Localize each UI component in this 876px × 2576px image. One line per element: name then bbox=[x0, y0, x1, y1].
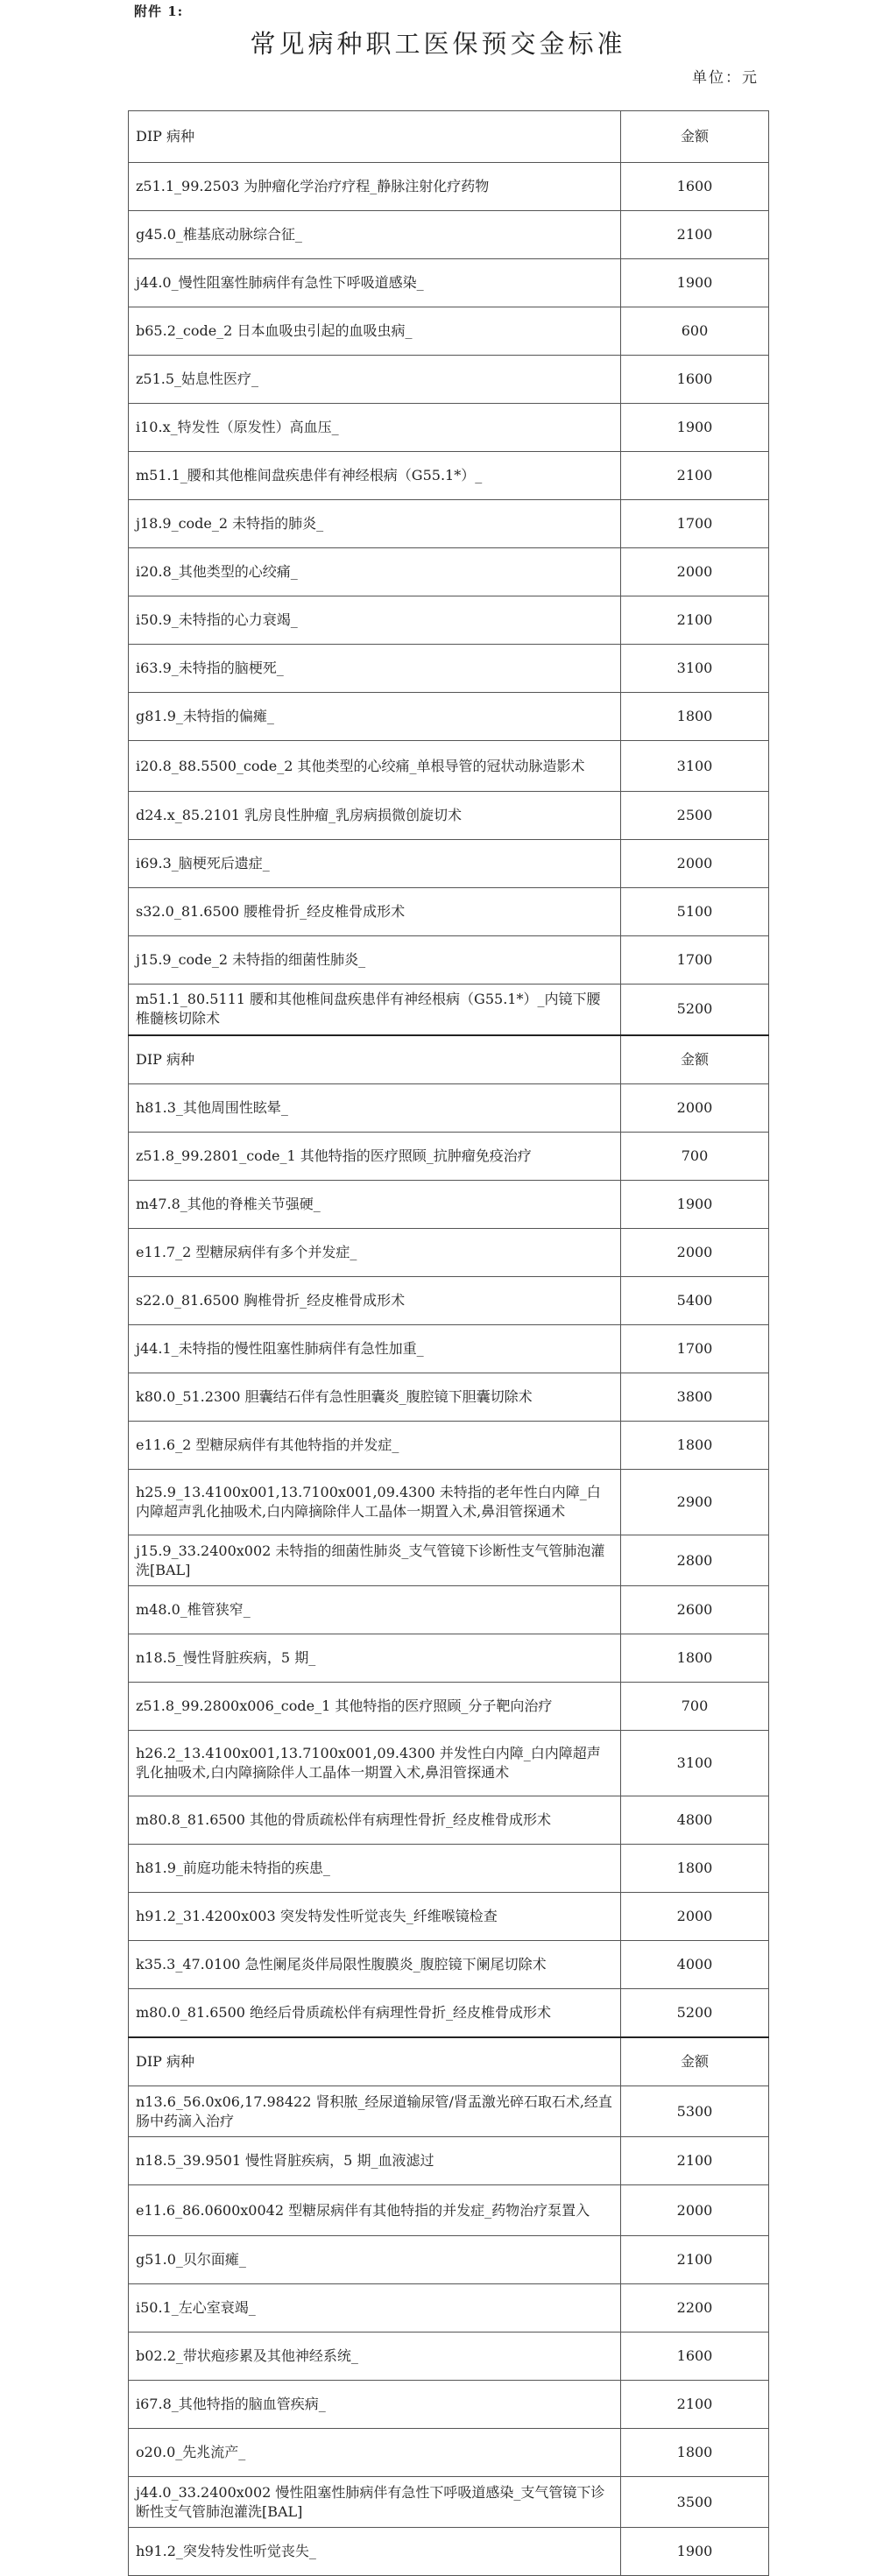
table-row bbox=[129, 1989, 769, 2037]
amount-cell: 5200 bbox=[621, 985, 769, 1035]
table-row bbox=[129, 936, 769, 985]
disease-name-cell: n13.6_56.0x06,17.98422 肾积脓_经尿道输尿管/肾盂激光碎石取石术,经直肠中药滴入治疗 bbox=[129, 2086, 621, 2137]
disease-name-cell: h26.2_13.4100x001,13.7100x001,09.4300 并发性白内障_白内障超声乳化抽吸术,白内障摘除伴人工晶体一期置入术,鼻泪管探通术 bbox=[129, 1731, 621, 1796]
amount-cell: 2200 bbox=[621, 2284, 769, 2333]
amount-cell: 5100 bbox=[621, 888, 769, 936]
disease-name-cell: k80.0_51.2300 胆囊结石伴有急性胆囊炎_腹腔镜下胆囊切除术 bbox=[129, 1373, 621, 1422]
column-header-disease: DIP 病种 bbox=[129, 1035, 621, 1084]
disease-name-cell: h25.9_13.4100x001,13.7100x001,09.4300 未特指的老年性白内障_白内障超声乳化抽吸术,白内障摘除伴人工晶体一期置入术,鼻泪管探通术 bbox=[129, 1470, 621, 1535]
disease-name-cell: i20.8_88.5500_code_2 其他类型的心绞痛_单根导管的冠状动脉造影术 bbox=[129, 741, 621, 792]
amount-cell: 1800 bbox=[621, 1845, 769, 1893]
table-header-row bbox=[129, 1035, 769, 1084]
table-row bbox=[129, 211, 769, 259]
amount-cell: 3500 bbox=[621, 2477, 769, 2528]
table-row bbox=[129, 2381, 769, 2429]
table-row bbox=[129, 1683, 769, 1731]
amount-cell: 2800 bbox=[621, 1535, 769, 1586]
amount-cell: 2000 bbox=[621, 1893, 769, 1941]
disease-name-cell: j15.9_code_2 未特指的细菌性肺炎_ bbox=[129, 936, 621, 985]
disease-name-cell: m51.1_80.5111 腰和其他椎间盘疾患伴有神经根病（G55.1*）_内镜下腰椎髓核切除术 bbox=[129, 985, 621, 1035]
column-header-disease: DIP 病种 bbox=[129, 111, 621, 163]
table-row bbox=[129, 548, 769, 596]
disease-name-cell: h81.9_前庭功能未特指的疾患_ bbox=[129, 1845, 621, 1893]
table-row bbox=[129, 1845, 769, 1893]
column-header-amount: 金额 bbox=[621, 1035, 769, 1084]
disease-name-cell: j44.0_33.2400x002 慢性阻塞性肺病伴有急性下呼吸道感染_支气管镜下诊断性支气管肺泡灌洗[BAL] bbox=[129, 2477, 621, 2528]
table-row bbox=[129, 2137, 769, 2185]
attachment-label: 附件 1: bbox=[134, 4, 184, 19]
disease-name-cell: z51.1_99.2503 为肿瘤化学治疗疗程_静脉注射化疗药物 bbox=[129, 163, 621, 211]
disease-name-cell: j18.9_code_2 未特指的肺炎_ bbox=[129, 500, 621, 548]
table-row bbox=[129, 259, 769, 307]
table-row bbox=[129, 792, 769, 840]
amount-cell: 1700 bbox=[621, 936, 769, 985]
table-body bbox=[129, 111, 769, 2576]
disease-name-cell: g51.0_贝尔面瘫_ bbox=[129, 2236, 621, 2284]
fee-standard-table bbox=[128, 110, 769, 2576]
table-row bbox=[129, 356, 769, 404]
table-row bbox=[129, 1796, 769, 1845]
amount-cell: 4000 bbox=[621, 1941, 769, 1989]
table-row bbox=[129, 1181, 769, 1229]
disease-name-cell: h91.2_31.4200x003 突发特发性听觉丧失_纤维喉镜检查 bbox=[129, 1893, 621, 1941]
disease-name-cell: z51.8_99.2800x006_code_1 其他特指的医疗照顾_分子靶向治疗 bbox=[129, 1683, 621, 1731]
amount-cell: 700 bbox=[621, 1683, 769, 1731]
amount-cell: 700 bbox=[621, 1133, 769, 1181]
table-row bbox=[129, 1422, 769, 1470]
disease-name-cell: n18.5_慢性肾脏疾病，5 期_ bbox=[129, 1634, 621, 1683]
table-row bbox=[129, 1373, 769, 1422]
amount-cell: 2000 bbox=[621, 548, 769, 596]
disease-name-cell: s32.0_81.6500 腰椎骨折_经皮椎骨成形术 bbox=[129, 888, 621, 936]
disease-name-cell: e11.6_2 型糖尿病伴有其他特指的并发症_ bbox=[129, 1422, 621, 1470]
table-row bbox=[129, 693, 769, 741]
disease-name-cell: e11.7_2 型糖尿病伴有多个并发症_ bbox=[129, 1229, 621, 1277]
disease-name-cell: i50.1_左心室衰竭_ bbox=[129, 2284, 621, 2333]
disease-name-cell: i69.3_脑梗死后遗症_ bbox=[129, 840, 621, 888]
amount-cell: 2000 bbox=[621, 1084, 769, 1133]
table-row bbox=[129, 2477, 769, 2528]
table-row bbox=[129, 163, 769, 211]
disease-name-cell: i10.x_特发性（原发性）高血压_ bbox=[129, 404, 621, 452]
disease-name-cell: i20.8_其他类型的心绞痛_ bbox=[129, 548, 621, 596]
column-header-amount: 金额 bbox=[621, 2037, 769, 2086]
disease-name-cell: g45.0_椎基底动脉综合征_ bbox=[129, 211, 621, 259]
table-row bbox=[129, 2284, 769, 2333]
disease-name-cell: d24.x_85.2101 乳房良性肿瘤_乳房病损微创旋切术 bbox=[129, 792, 621, 840]
table-row bbox=[129, 840, 769, 888]
amount-cell: 2000 bbox=[621, 1229, 769, 1277]
disease-name-cell: n18.5_39.9501 慢性肾脏疾病，5 期_血液滤过 bbox=[129, 2137, 621, 2185]
table-row bbox=[129, 1470, 769, 1535]
amount-cell: 2600 bbox=[621, 1586, 769, 1634]
disease-name-cell: z51.8_99.2801_code_1 其他特指的医疗照顾_抗肿瘤免疫治疗 bbox=[129, 1133, 621, 1181]
table-row bbox=[129, 2236, 769, 2284]
disease-name-cell: o20.0_先兆流产_ bbox=[129, 2429, 621, 2477]
disease-name-cell: m51.1_腰和其他椎间盘疾患伴有神经根病（G55.1*）_ bbox=[129, 452, 621, 500]
amount-cell: 1800 bbox=[621, 1422, 769, 1470]
table-row bbox=[129, 1277, 769, 1325]
column-header-amount: 金额 bbox=[621, 111, 769, 163]
disease-name-cell: j44.0_慢性阻塞性肺病伴有急性下呼吸道感染_ bbox=[129, 259, 621, 307]
table-row bbox=[129, 452, 769, 500]
disease-name-cell: s22.0_81.6500 胸椎骨折_经皮椎骨成形术 bbox=[129, 1277, 621, 1325]
amount-cell: 1700 bbox=[621, 500, 769, 548]
table-header-row bbox=[129, 111, 769, 163]
disease-name-cell: h91.2_突发特发性听觉丧失_ bbox=[129, 2528, 621, 2576]
disease-name-cell: g81.9_未特指的偏瘫_ bbox=[129, 693, 621, 741]
amount-cell: 2100 bbox=[621, 2381, 769, 2429]
table-header-row bbox=[129, 2037, 769, 2086]
disease-name-cell: b65.2_code_2 日本血吸虫引起的血吸虫病_ bbox=[129, 307, 621, 356]
table-row bbox=[129, 888, 769, 936]
disease-name-cell: i63.9_未特指的脑梗死_ bbox=[129, 645, 621, 693]
disease-name-cell: k35.3_47.0100 急性阑尾炎伴局限性腹膜炎_腹腔镜下阑尾切除术 bbox=[129, 1941, 621, 1989]
table-row bbox=[129, 500, 769, 548]
amount-cell: 3100 bbox=[621, 741, 769, 792]
table-row bbox=[129, 1941, 769, 1989]
table-row bbox=[129, 596, 769, 645]
unit-label: 单位：元 bbox=[692, 69, 759, 87]
table-row bbox=[129, 1586, 769, 1634]
amount-cell: 2900 bbox=[621, 1470, 769, 1535]
amount-cell: 1900 bbox=[621, 404, 769, 452]
disease-name-cell: m80.0_81.6500 绝经后骨质疏松伴有病理性骨折_经皮椎骨成形术 bbox=[129, 1989, 621, 2037]
amount-cell: 2100 bbox=[621, 2137, 769, 2185]
table-row bbox=[129, 1893, 769, 1941]
amount-cell: 1900 bbox=[621, 259, 769, 307]
amount-cell: 2000 bbox=[621, 840, 769, 888]
disease-name-cell: m47.8_其他的脊椎关节强硬_ bbox=[129, 1181, 621, 1229]
table-row bbox=[129, 1731, 769, 1796]
amount-cell: 1600 bbox=[621, 2333, 769, 2381]
amount-cell: 1600 bbox=[621, 356, 769, 404]
disease-name-cell: j15.9_33.2400x002 未特指的细菌性肺炎_支气管镜下诊断性支气管肺泡灌洗[BAL] bbox=[129, 1535, 621, 1586]
amount-cell: 3100 bbox=[621, 645, 769, 693]
table-row bbox=[129, 404, 769, 452]
disease-name-cell: m48.0_椎管狭窄_ bbox=[129, 1586, 621, 1634]
amount-cell: 5200 bbox=[621, 1989, 769, 2037]
table-row bbox=[129, 741, 769, 792]
amount-cell: 600 bbox=[621, 307, 769, 356]
table-row bbox=[129, 1535, 769, 1586]
disease-name-cell: z51.5_姑息性医疗_ bbox=[129, 356, 621, 404]
disease-name-cell: i67.8_其他特指的脑血管疾病_ bbox=[129, 2381, 621, 2429]
amount-cell: 5300 bbox=[621, 2086, 769, 2137]
amount-cell: 2100 bbox=[621, 596, 769, 645]
table-row bbox=[129, 645, 769, 693]
amount-cell: 3100 bbox=[621, 1731, 769, 1796]
amount-cell: 4800 bbox=[621, 1796, 769, 1845]
table-row bbox=[129, 1229, 769, 1277]
amount-cell: 1600 bbox=[621, 163, 769, 211]
amount-cell: 1900 bbox=[621, 2528, 769, 2576]
table-row bbox=[129, 2185, 769, 2236]
table-row bbox=[129, 2528, 769, 2576]
table-row bbox=[129, 2333, 769, 2381]
amount-cell: 1700 bbox=[621, 1325, 769, 1373]
amount-cell: 2000 bbox=[621, 2185, 769, 2236]
table-row bbox=[129, 2429, 769, 2477]
amount-cell: 2100 bbox=[621, 211, 769, 259]
table-row bbox=[129, 1084, 769, 1133]
table-row bbox=[129, 2086, 769, 2137]
amount-cell: 1800 bbox=[621, 1634, 769, 1683]
table-row bbox=[129, 1325, 769, 1373]
amount-cell: 2500 bbox=[621, 792, 769, 840]
amount-cell: 2100 bbox=[621, 452, 769, 500]
disease-name-cell: e11.6_86.0600x0042 型糖尿病伴有其他特指的并发症_药物治疗泵置入 bbox=[129, 2185, 621, 2236]
disease-name-cell: i50.9_未特指的心力衰竭_ bbox=[129, 596, 621, 645]
table-row bbox=[129, 1634, 769, 1683]
amount-cell: 1800 bbox=[621, 693, 769, 741]
column-header-disease: DIP 病种 bbox=[129, 2037, 621, 2086]
table-row bbox=[129, 307, 769, 356]
disease-name-cell: j44.1_未特指的慢性阻塞性肺病伴有急性加重_ bbox=[129, 1325, 621, 1373]
disease-name-cell: b02.2_带状疱疹累及其他神经系统_ bbox=[129, 2333, 621, 2381]
disease-name-cell: m80.8_81.6500 其他的骨质疏松伴有病理性骨折_经皮椎骨成形术 bbox=[129, 1796, 621, 1845]
amount-cell: 5400 bbox=[621, 1277, 769, 1325]
disease-name-cell: h81.3_其他周围性眩晕_ bbox=[129, 1084, 621, 1133]
amount-cell: 1800 bbox=[621, 2429, 769, 2477]
amount-cell: 3800 bbox=[621, 1373, 769, 1422]
amount-cell: 2100 bbox=[621, 2236, 769, 2284]
document-title: 常见病种职工医保预交金标准 bbox=[250, 29, 626, 59]
table-row bbox=[129, 1133, 769, 1181]
amount-cell: 1900 bbox=[621, 1181, 769, 1229]
table-row bbox=[129, 985, 769, 1035]
